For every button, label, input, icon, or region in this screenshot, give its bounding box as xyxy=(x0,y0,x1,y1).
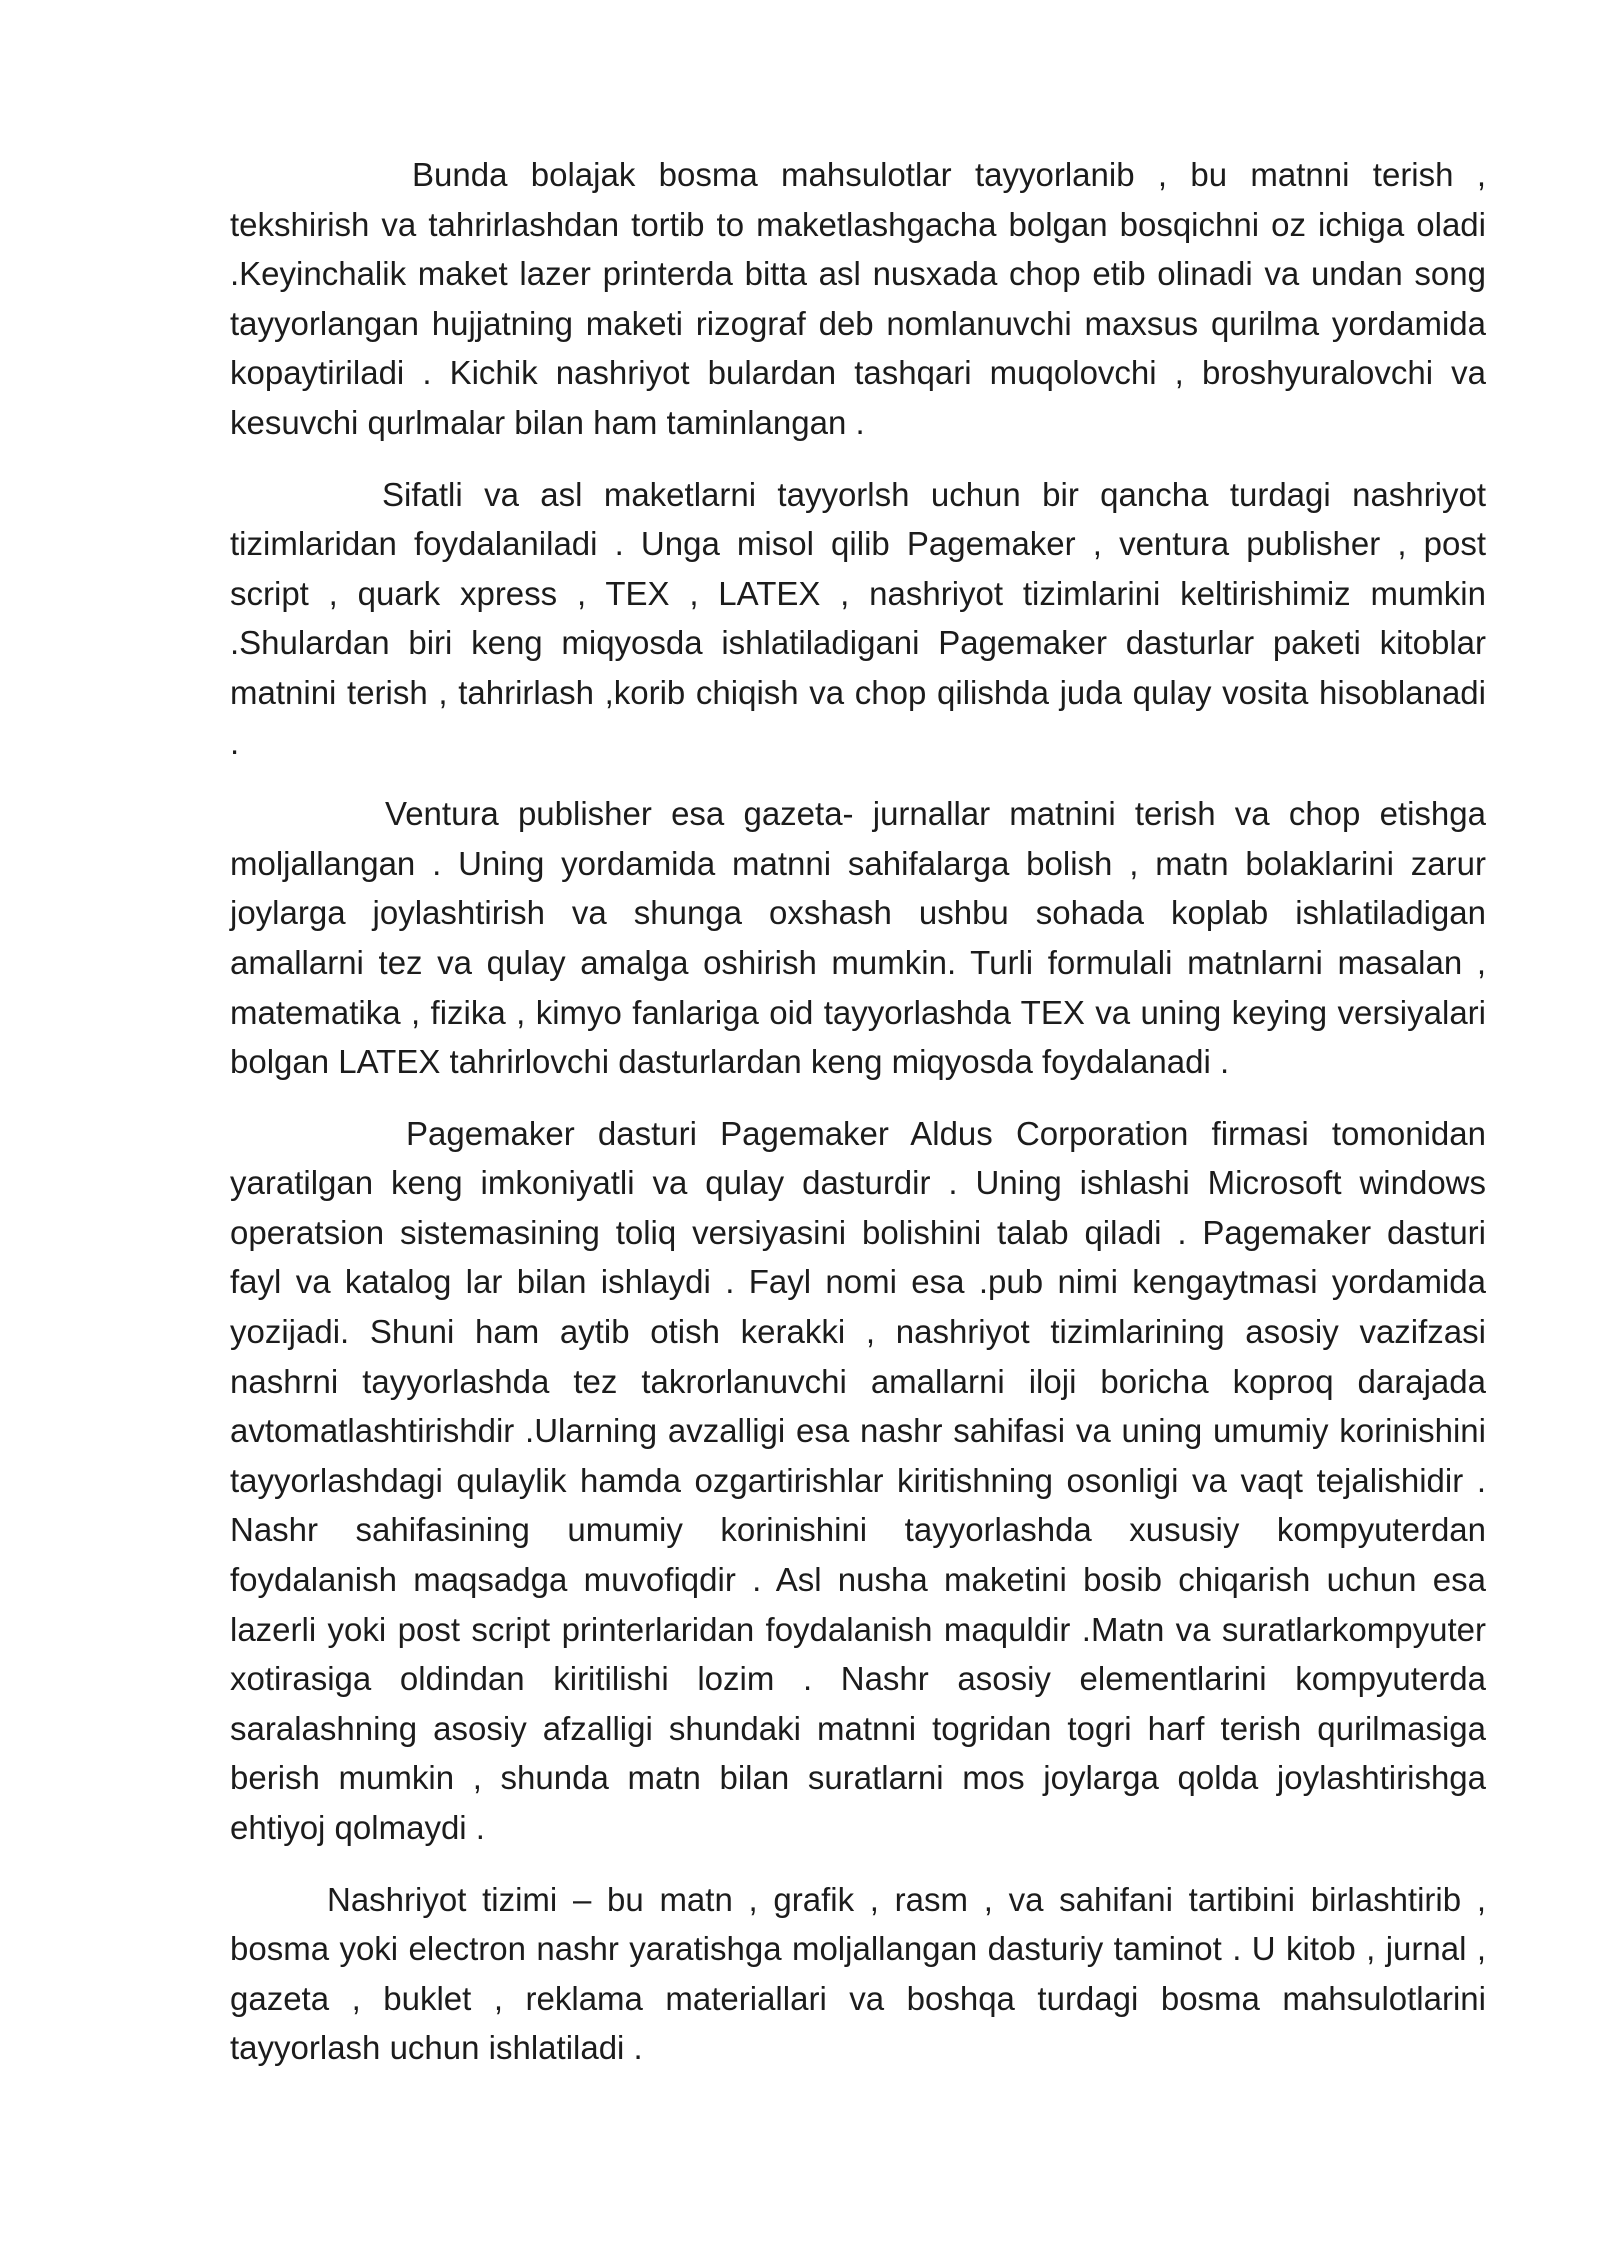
paragraph-2: Sifatli va asl maketlarni tayyorlsh uchun bir qancha turdagi nashriyot tizimlaridan foydalaniladi . Unga misol qilib Pagemaker , ventura publisher , post script , quark xpress , TEX , LATEX , nashriyot tizimlarini keltirishimiz mumkin .Shulardan biri keng miqyosda ishlatiladigani Pagemaker dasturlar paketi kitoblar matnini terish , tahrirlash ,korib chiqish va chop qilishda juda qulay vosita hisoblanadi . xyxy=(230,475,1486,761)
paragraph-4: Pagemaker dasturi Pagemaker Aldus Corporation firmasi tomonidan yaratilgan keng imkoniyatli va qulay dasturdir . Uning ishlashi Microsoft windows operatsion sistemasining toliq versiyasini bolishini talab qiladi . Pagemaker dasturi fayl va katalog lar bilan ishlaydi . Fayl nomi esa .pub nimi kengaytmasi yordamida yozijadi. Shuni ham aytib otish kerakki , nashriyot tizimlarining asosiy vazifzasi nashrni tayyorlashda tez takrorlanuvchi amallarni iloji boricha koproq darajada avtomatlashtirishdir .Ularning avzalligi esa nashr sahifasi va uning umumiy korinishini tayyorlashdagi qulaylik hamda ozgartirishlar kiritishning osonligi va vaqt tejalishidir . Nashr sahifasining umumiy korinishini tayyorlashda xususiy kompyuterdan foydalanish maqsadga muvofiqdir . Asl nusha maketini bosib chiqarish uchun esa lazerli yoki post script printerlaridan foydalanish maquldir .Matn va suratlarkompyuter xotirasiga oldindan kiritilishi lozim . Nashr asosiy elementlarini kompyuterda saralashning asosiy afzalligi shundaki matnni togridan togri harf terish qurilmasiga berish mumkin , shunda matn bilan suratlarni mos joylarga qolda joylashtirishga ehtiyoj qolmaydi . xyxy=(230,1114,1486,1846)
paragraph-5: Nashriyot tizimi – bu matn , grafik , rasm , va sahifani tartibini birlashtirib , bosma yoki electron nashr yaratishga moljallangan dasturiy taminot . U kitob , jurnal , gazeta , buklet , reklama materiallari va boshqa turdagi bosma mahsulotlarini tayyorlash uchun ishlatiladi . xyxy=(230,1880,1486,2067)
paragraph-1: Bunda bolajak bosma mahsulotlar tayyorlanib , bu matnni terish , tekshirish va tahrirlashdan tortib to maketlashgacha bolgan bosqichni oz ichiga oladi .Keyinchalik maket lazer printerda bitta asl nusxada chop etib olinadi va undan song tayyorlangan hujjatning maketi rizograf deb nomlanuvchi maxsus qurilma yordamida kopaytiriladi . Kichik nashriyot bulardan tashqari muqolovchi , broshyuralovchi va kesuvchi qurlmalar bilan ham taminlangan . xyxy=(230,156,1486,441)
document-body xyxy=(230,150,1486,2095)
paragraph-3: Ventura publisher esa gazeta- jurnallar matnini terish va chop etishga moljallangan . Uning yordamida matnni sahifalarga bolish , matn bolaklarini zarur joylarga joylashtirish va shunga oxshash ushbu sohada koplab ishlatiladigan amallarni tez va qulay amalga oshirish mumkin. Turli formulali matnlarni masalan , matematika , fizika , kimyo fanlariga oid tayyorlashda TEX va uning keying versiyalari bolgan LATEX tahrirlovchi dasturlardan keng miqyosda foydalanadi . xyxy=(230,795,1486,1081)
